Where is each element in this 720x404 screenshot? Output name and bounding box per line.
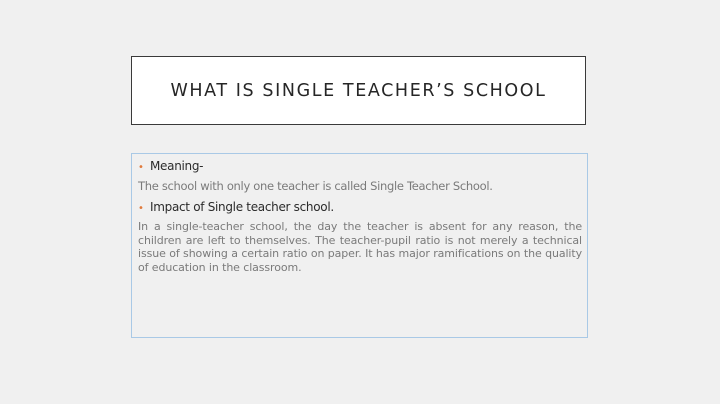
bullet-dot-icon: • (138, 203, 144, 214)
content-box (131, 153, 588, 338)
bullet-heading-impact: Impact of Single teacher school. (150, 200, 334, 214)
bullet-dot-icon: • (138, 162, 144, 173)
meaning-text: The school with only one teacher is called Single Teacher School. (138, 179, 493, 193)
title-box (131, 56, 586, 125)
slide-title: WHAT IS SINGLE TEACHER’S SCHOOL (170, 80, 547, 101)
impact-text: In a single-teacher school, the day the teacher is absent for any reason, the children are left to themselves. The teacher-pupil ratio is not merely a technical issue of showing a certain ratio on paper. It has major ramifications on the quality of education in the classroom. (138, 220, 582, 274)
bullet-meaning (138, 157, 582, 177)
bullet-impact (138, 198, 582, 218)
bullet-heading-meaning: Meaning- (150, 159, 204, 173)
